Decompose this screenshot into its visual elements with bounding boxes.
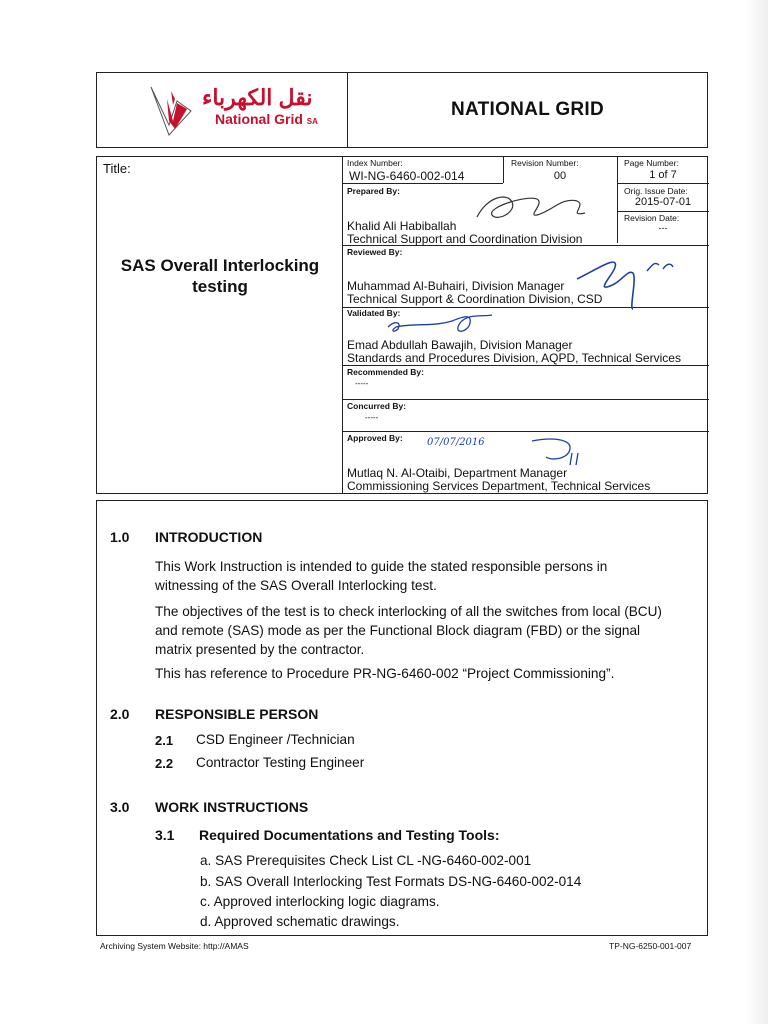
logo-cell: [97, 73, 348, 147]
section-1-paragraph-3: This has reference to Procedure PR-NG-6460-002 “Project Commissioning”.: [155, 666, 615, 681]
concurred-value: -----: [365, 413, 379, 422]
item-2-1-number: 2.1: [155, 733, 174, 748]
list-item: a. SAS Prerequisites Check List CL -NG-6460-002-001: [200, 853, 532, 868]
page-edge-shadow: [746, 0, 768, 1024]
prepared-signature-icon: [467, 187, 597, 227]
index-label: Index Number:: [347, 158, 403, 168]
list-item: d. Approved schematic drawings.: [200, 914, 400, 929]
validated-dept: Standards and Procedures Division, AQPD, Technical Services: [347, 351, 681, 365]
section-3-title: WORK INSTRUCTIONS: [155, 799, 309, 815]
page-value: 1 of 7: [649, 169, 677, 181]
issue-date-label: Orig. Issue Date:: [624, 186, 688, 196]
divider: [617, 183, 709, 184]
title-block: [96, 156, 708, 494]
section-3-number: 3.0: [110, 799, 130, 815]
approved-name: Mutlaq N. Al-Otaibi, Department Manager: [347, 466, 568, 480]
prepared-name: Khalid Ali Habiballah: [347, 219, 457, 233]
approved-handwritten-date: 07/07/2016: [427, 437, 485, 448]
validated-label: Validated By:: [347, 308, 401, 318]
section-2-number: 2.0: [110, 706, 130, 722]
title-label: Title:: [103, 161, 131, 176]
item-2-2-text: Contractor Testing Engineer: [196, 755, 365, 770]
approved-dept: Commissioning Services Department, Technical Services: [347, 479, 651, 493]
validated-signature-icon: [382, 307, 522, 341]
logo-english-text: National Grid SA: [215, 111, 318, 127]
subsection-3-1-number: 3.1: [155, 827, 175, 843]
section-1-paragraph-2: The objectives of the test is to check interlocking of all the switches from local (BCU) and remote (SAS) mode as per the Functional Block diagram (FBD) or the signal matrix presented by the contractor.: [155, 604, 662, 657]
reviewed-signature-icon: [567, 249, 707, 313]
revision-date-label: Revision Date:: [624, 213, 680, 223]
divider: [343, 399, 709, 400]
prepared-label: Prepared By:: [347, 186, 400, 196]
document-header: [96, 72, 708, 148]
concurred-label: Concurred By:: [347, 401, 407, 411]
divider: [343, 183, 503, 184]
footer-form-number: TP-NG-6250-001-007: [609, 941, 692, 951]
item-2-2-number: 2.2: [155, 756, 174, 771]
revision-date-value: ---: [658, 223, 668, 233]
divider: [343, 365, 709, 366]
section-1-title: INTRODUCTION: [155, 529, 263, 545]
reviewed-dept: Technical Support & Coordination Division, CSD: [347, 292, 603, 306]
footer-archive-link: Archiving System Website: http://AMAS: [100, 941, 249, 951]
reviewed-label: Reviewed By:: [347, 247, 403, 257]
section-1-paragraph-1: This Work Instruction is intended to guide the stated responsible persons in witnessing of the SAS Overall Interlocking test.: [155, 559, 608, 593]
document-title: SAS Overall Interlocking testing: [120, 256, 320, 296]
approved-label: Approved By:: [347, 433, 403, 443]
recommended-label: Recommended By:: [347, 367, 424, 377]
page-label: Page Number:: [624, 158, 679, 168]
company-name: NATIONAL GRID: [450, 99, 605, 120]
title-cell: [97, 157, 343, 493]
list-item: c. Approved interlocking logic diagrams.: [200, 894, 440, 909]
index-value: WI-NG-6460-002-014: [349, 169, 465, 183]
prepared-dept: Technical Support and Coordination Division: [347, 232, 583, 246]
national-grid-logo-icon: [147, 81, 195, 137]
revision-value: 00: [553, 170, 567, 182]
recommended-value: -----: [355, 379, 369, 388]
item-2-1-text: CSD Engineer /Technician: [196, 732, 355, 747]
section-2-title: RESPONSIBLE PERSON: [155, 706, 319, 722]
list-item: b. SAS Overall Interlocking Test Formats DS-NG-6460-002-014: [200, 874, 582, 889]
reviewed-name: Muhammad Al-Buhairi, Division Manager: [347, 279, 565, 293]
issue-date-value: 2015-07-01: [634, 196, 692, 208]
subsection-3-1-title: Required Documentations and Testing Tools:: [199, 827, 500, 843]
validated-name: Emad Abdullah Bawajih, Division Manager: [347, 338, 573, 352]
revision-label: Revision Number:: [511, 158, 579, 168]
divider: [617, 211, 709, 212]
section-1-number: 1.0: [110, 529, 130, 545]
logo-arabic-text: نقل الكهرباء: [202, 85, 313, 110]
